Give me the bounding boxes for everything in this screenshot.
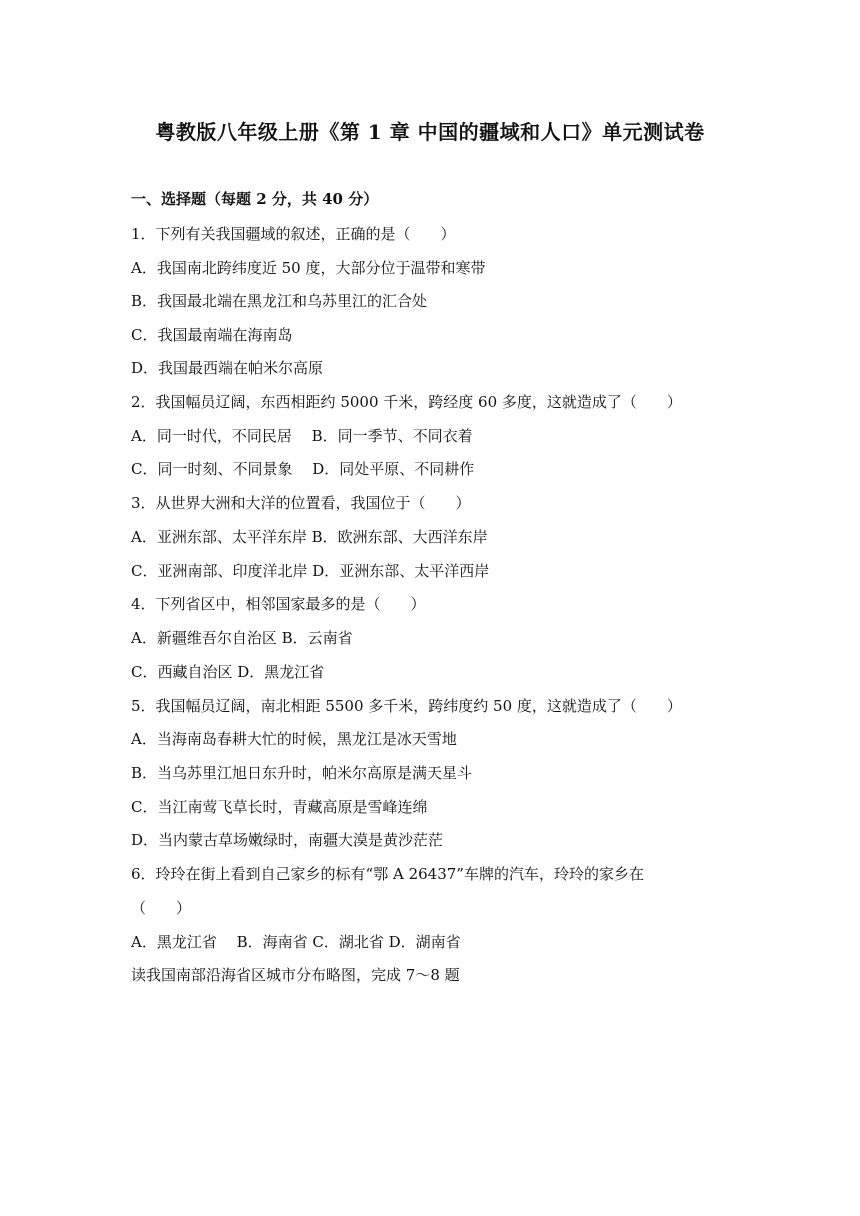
question-2-options-cd: C．同一时刻、不同景象 D．同处平原、不同耕作 bbox=[131, 460, 475, 478]
question-4-options-ab: A．新疆维吾尔自治区 B．云南省 bbox=[131, 629, 353, 647]
section-heading: 一、选择题（每题 2 分，共 40 分） bbox=[131, 190, 379, 208]
question-5-option-a: A．当海南岛春耕大忙的时候，黑龙江是冰天雪地 bbox=[131, 730, 457, 748]
question-5: 5．我国幅员辽阔，南北相距 5500 多千米，跨纬度约 50 度，这就造成了（ ） bbox=[131, 697, 682, 715]
question-5-option-c: C．当江南莺飞草长时，青藏高原是雪峰连绵 bbox=[131, 798, 428, 816]
question-3-options-cd: C．亚洲南部、印度洋北岸 D．亚洲东部、太平洋西岸 bbox=[131, 562, 490, 580]
question-1-option-b: B．我国最北端在黑龙江和乌苏里江的汇合处 bbox=[131, 292, 428, 310]
question-5-option-d: D．当内蒙古草场嫩绿时，南疆大漠是黄沙茫茫 bbox=[131, 831, 444, 849]
question-4-options-cd: C．西藏自治区 D．黑龙江省 bbox=[131, 663, 325, 681]
question-6-options: A．黑龙江省 B．海南省 C．湖北省 D．湖南省 bbox=[131, 933, 461, 951]
question-6-bracket: （ ） bbox=[131, 899, 192, 917]
question-1-option-d: D．我国最西端在帕米尔高原 bbox=[131, 359, 324, 377]
question-1-option-c: C．我国最南端在海南岛 bbox=[131, 326, 293, 344]
question-1: 1．下列有关我国疆域的叙述，正确的是（ ） bbox=[131, 225, 456, 243]
document-title: 粤教版八年级上册《第 1 章 中国的疆域和人口》单元测试卷 bbox=[155, 120, 705, 144]
question-3: 3．从世界大洲和大洋的位置看，我国位于（ ） bbox=[131, 494, 471, 512]
question-3-options-ab: A．亚洲东部、太平洋东岸 B．欧洲东部、大西洋东岸 bbox=[131, 528, 488, 546]
question-5-option-b: B．当乌苏里江旭日东升时，帕米尔高原是满天星斗 bbox=[131, 764, 473, 782]
question-2: 2．我国幅员辽阔，东西相距约 5000 千米，跨经度 60 多度，这就造成了（ ） bbox=[131, 393, 682, 411]
question-6: 6．玲玲在街上看到自己家乡的标有“鄂 A 26437”车牌的汽车，玲玲的家乡在 bbox=[131, 865, 644, 883]
reading-instruction: 读我国南部沿海省区城市分布略图，完成 7～8 题 bbox=[131, 966, 460, 984]
question-4: 4．下列省区中，相邻国家最多的是（ ） bbox=[131, 595, 426, 613]
question-1-option-a: A．我国南北跨纬度近 50 度，大部分位于温带和寒带 bbox=[131, 259, 486, 277]
question-2-options-ab: A．同一时代，不同民居 B．同一季节、不同衣着 bbox=[131, 427, 473, 445]
